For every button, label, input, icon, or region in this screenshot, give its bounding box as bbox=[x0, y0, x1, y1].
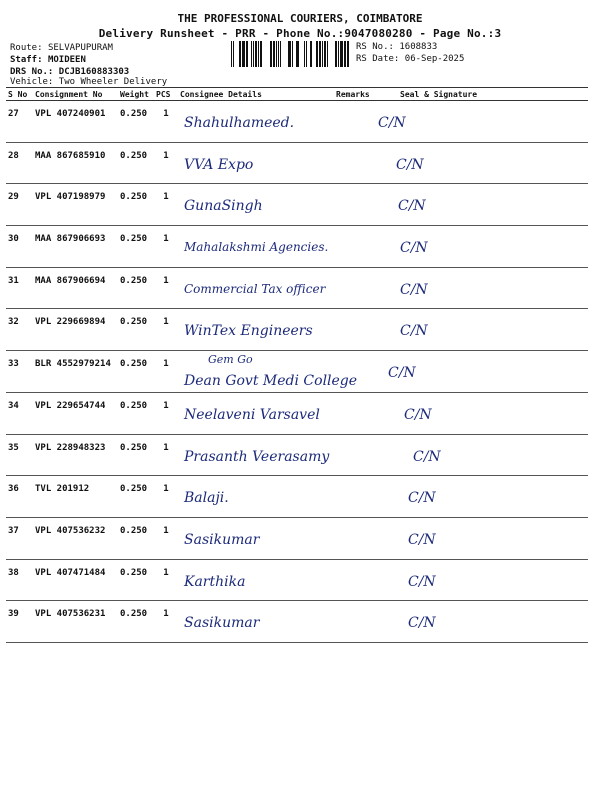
cell-consignee-signature bbox=[178, 142, 588, 184]
barcode-bar bbox=[280, 41, 281, 67]
cell-pcs: 1 bbox=[154, 101, 178, 143]
cell-pcs: 1 bbox=[154, 267, 178, 309]
consignee-handwriting: Neelaveni Varsavel bbox=[184, 406, 320, 423]
consignee-note: Gem Go bbox=[208, 353, 253, 367]
table-row bbox=[6, 267, 588, 309]
cell-sno: 35 bbox=[6, 434, 33, 476]
barcode-bar bbox=[310, 41, 312, 67]
company-title: THE PROFESSIONAL COURIERS, COIMBATORE bbox=[177, 12, 423, 25]
seal-signature: C/N bbox=[404, 406, 432, 423]
cell-weight: 0.250 bbox=[118, 101, 154, 143]
barcode-bar bbox=[239, 41, 241, 67]
cell-sno: 31 bbox=[6, 267, 33, 309]
seal-signature: C/N bbox=[408, 615, 436, 632]
cell-pcs: 1 bbox=[154, 392, 178, 434]
cell-consignee-signature bbox=[178, 476, 588, 518]
table-header-row bbox=[6, 88, 588, 101]
seal-signature: C/N bbox=[408, 490, 436, 507]
table-row bbox=[6, 184, 588, 226]
cell-consignment: MAA 867906694 bbox=[33, 267, 118, 309]
cell-consignee-signature bbox=[178, 517, 588, 559]
drs-value: DCJB160883303 bbox=[58, 67, 130, 77]
seal-signature: C/N bbox=[400, 240, 428, 257]
cell-consignee-signature bbox=[178, 267, 588, 309]
drs-line: DRS No.: DCJB160883303 bbox=[10, 67, 130, 77]
route-line: Route: SELVAPUPURAM bbox=[10, 43, 113, 53]
cell-consignment: VPL 407536232 bbox=[33, 517, 118, 559]
cell-sno: 27 bbox=[6, 101, 33, 143]
cell-sno: 32 bbox=[6, 309, 33, 351]
cell-pcs: 1 bbox=[154, 351, 178, 393]
col-consignment: Consignment No bbox=[33, 88, 118, 101]
cell-consignee-signature bbox=[178, 101, 588, 143]
barcode-bar bbox=[319, 41, 321, 67]
cell-consignment: VPL 407198979 bbox=[33, 184, 118, 226]
staff-value: MOIDEEN bbox=[47, 55, 86, 65]
table-row bbox=[6, 392, 588, 434]
table-row bbox=[6, 434, 588, 476]
table-row bbox=[6, 601, 588, 643]
table-row bbox=[6, 559, 588, 601]
barcode bbox=[228, 41, 352, 67]
cell-consignee-signature bbox=[178, 434, 588, 476]
cell-consignee-signature bbox=[178, 392, 588, 434]
cell-weight: 0.250 bbox=[118, 476, 154, 518]
seal-signature: C/N bbox=[388, 365, 416, 382]
consignee-handwriting: Shahulhameed. bbox=[184, 115, 295, 131]
barcode-bar bbox=[304, 41, 305, 67]
col-seal: Seal & Signature bbox=[370, 88, 588, 101]
cell-weight: 0.250 bbox=[118, 517, 154, 559]
barcode-bar bbox=[273, 41, 275, 67]
cell-consignment: TVL 201912 bbox=[33, 476, 118, 518]
seal-signature: C/N bbox=[396, 156, 424, 173]
consignee-handwriting: Dean Govt Medi College bbox=[184, 373, 358, 390]
vehicle-line: Vehicle: Two Wheeler Delivery bbox=[10, 77, 168, 87]
barcode-bar bbox=[296, 41, 299, 67]
barcode-bar bbox=[344, 41, 346, 67]
barcode-bar bbox=[347, 41, 349, 67]
seal-signature: C/N bbox=[408, 573, 436, 590]
cell-sno: 29 bbox=[6, 184, 33, 226]
seal-signature: C/N bbox=[408, 531, 436, 548]
col-sno: S No bbox=[6, 88, 33, 101]
barcode-bar bbox=[260, 41, 262, 67]
consignee-handwriting: WinTex Engineers bbox=[184, 323, 313, 340]
consignee-handwriting: Prasanth Veerasamy bbox=[184, 448, 330, 465]
table-row bbox=[6, 309, 588, 351]
vehicle-value: Two Wheeler Delivery bbox=[58, 77, 168, 87]
cell-consignee-signature bbox=[178, 226, 588, 268]
cell-pcs: 1 bbox=[154, 517, 178, 559]
consignee-handwriting: Mahalakshmi Agencies. bbox=[184, 240, 329, 255]
table-row bbox=[6, 101, 588, 143]
barcode-bar bbox=[322, 41, 323, 67]
staff-line: Staff: MOIDEEN bbox=[10, 55, 86, 65]
cell-pcs: 1 bbox=[154, 309, 178, 351]
seal-signature: C/N bbox=[400, 323, 428, 340]
cell-consignment: VPL 229654744 bbox=[33, 392, 118, 434]
consignee-handwriting: GunaSingh bbox=[184, 198, 263, 215]
cell-pcs: 1 bbox=[154, 184, 178, 226]
cell-consignee-signature bbox=[178, 184, 588, 226]
barcode-bar bbox=[316, 41, 318, 67]
cell-pcs: 1 bbox=[154, 142, 178, 184]
runsheet-title: Delivery Runsheet - PRR - Phone No.:9047080280 - Page No.:3 bbox=[98, 27, 502, 40]
cell-sno: 37 bbox=[6, 517, 33, 559]
cell-consignment: VPL 228948323 bbox=[33, 434, 118, 476]
barcode-bar bbox=[242, 41, 245, 67]
cell-weight: 0.250 bbox=[118, 184, 154, 226]
table-row bbox=[6, 226, 588, 268]
table-row bbox=[6, 142, 588, 184]
col-pcs: PCS bbox=[154, 88, 178, 101]
cell-pcs: 1 bbox=[154, 434, 178, 476]
cell-consignment: MAA 867906693 bbox=[33, 226, 118, 268]
cell-sno: 28 bbox=[6, 142, 33, 184]
cell-weight: 0.250 bbox=[118, 267, 154, 309]
barcode-bar bbox=[324, 41, 326, 67]
col-weight: Weight bbox=[118, 88, 154, 101]
cell-sno: 30 bbox=[6, 226, 33, 268]
seal-signature: C/N bbox=[378, 115, 406, 131]
table-row bbox=[6, 476, 588, 518]
runsheet-table bbox=[6, 87, 588, 643]
rs-number: 1608833 bbox=[399, 42, 438, 52]
cell-sno: 39 bbox=[6, 601, 33, 643]
cell-weight: 0.250 bbox=[118, 434, 154, 476]
barcode-bar bbox=[292, 41, 293, 67]
cell-sno: 33 bbox=[6, 351, 33, 393]
cell-weight: 0.250 bbox=[118, 226, 154, 268]
barcode-bar bbox=[288, 41, 291, 67]
cell-weight: 0.250 bbox=[118, 142, 154, 184]
cell-sno: 36 bbox=[6, 476, 33, 518]
cell-pcs: 1 bbox=[154, 559, 178, 601]
barcode-bar bbox=[335, 41, 337, 67]
barcode-bar bbox=[253, 41, 254, 67]
cell-consignment: VPL 407536231 bbox=[33, 601, 118, 643]
barcode-bar bbox=[278, 41, 279, 67]
col-remarks: Remarks bbox=[336, 89, 370, 99]
cell-weight: 0.250 bbox=[118, 351, 154, 393]
barcode-bar bbox=[276, 41, 277, 67]
barcode-bar bbox=[246, 41, 248, 67]
cell-pcs: 1 bbox=[154, 476, 178, 518]
cell-weight: 0.250 bbox=[118, 601, 154, 643]
cell-weight: 0.250 bbox=[118, 392, 154, 434]
barcode-bar bbox=[306, 41, 307, 67]
seal-signature: C/N bbox=[400, 281, 428, 298]
barcode-bar bbox=[233, 41, 234, 67]
seal-signature: C/N bbox=[398, 198, 426, 215]
barcode-bar bbox=[255, 41, 257, 67]
consignee-handwriting: Karthika bbox=[184, 573, 246, 590]
barcode-bar bbox=[327, 41, 328, 67]
cell-consignment: VPL 407240901 bbox=[33, 101, 118, 143]
barcode-bar bbox=[270, 41, 272, 67]
cell-consignment: VPL 407471484 bbox=[33, 559, 118, 601]
cell-weight: 0.250 bbox=[118, 559, 154, 601]
cell-consignment: BLR 4552979214 bbox=[33, 351, 118, 393]
rs-number-line: RS No.: 1608833 bbox=[356, 42, 438, 52]
cell-consignee-signature bbox=[178, 351, 588, 393]
barcode-bar bbox=[338, 41, 339, 67]
barcode-bar bbox=[258, 41, 259, 67]
cell-consignee-signature bbox=[178, 559, 588, 601]
consignee-handwriting: VVA Expo bbox=[184, 156, 254, 173]
cell-pcs: 1 bbox=[154, 601, 178, 643]
cell-consignee-signature bbox=[178, 601, 588, 643]
consignee-handwriting: Sasikumar bbox=[184, 615, 260, 632]
consignee-handwriting: Balaji. bbox=[184, 490, 229, 507]
col-consignee: Consignee Details bbox=[178, 88, 334, 101]
seal-signature: C/N bbox=[413, 448, 441, 465]
barcode-bar bbox=[251, 41, 252, 67]
barcode-bar bbox=[231, 41, 232, 67]
rs-date: 06-Sep-2025 bbox=[404, 54, 465, 64]
cell-consignment: VPL 229669894 bbox=[33, 309, 118, 351]
cell-consignment: MAA 867685910 bbox=[33, 142, 118, 184]
cell-sno: 34 bbox=[6, 392, 33, 434]
consignee-handwriting: Commercial Tax officer bbox=[184, 281, 326, 296]
cell-sno: 38 bbox=[6, 559, 33, 601]
table-row bbox=[6, 351, 588, 393]
rs-date-line: RS Date: 06-Sep-2025 bbox=[356, 54, 465, 64]
cell-consignee-signature bbox=[178, 309, 588, 351]
cell-pcs: 1 bbox=[154, 226, 178, 268]
route-value: SELVAPUPURAM bbox=[47, 43, 113, 53]
consignee-handwriting: Sasikumar bbox=[184, 531, 260, 548]
barcode-bar bbox=[340, 41, 343, 67]
table-row bbox=[6, 517, 588, 559]
cell-weight: 0.250 bbox=[118, 309, 154, 351]
